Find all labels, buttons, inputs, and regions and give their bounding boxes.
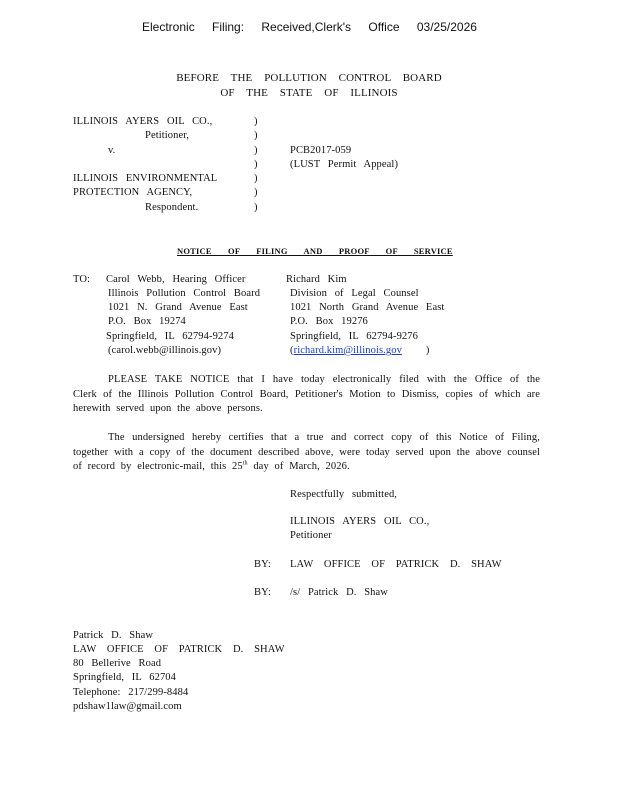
respondent-line2: PROTECTION AGENCY, — [73, 187, 193, 198]
attorney-email: pdshaw1law@gmail.com — [73, 701, 182, 712]
attorney-city: Springfield, IL 62704 — [73, 672, 176, 683]
recipient-email: (carol.webb@illinois.gov) — [108, 345, 222, 356]
recipient-city: Springfield, IL 62794-9274 — [106, 331, 234, 342]
recipient-email-line — [290, 345, 430, 356]
caption-paren: ) — [254, 130, 258, 141]
case-type: (LUST Permit Appeal) — [290, 159, 399, 170]
email-paren-open: ( — [290, 345, 294, 356]
caption-paren: ) — [254, 145, 258, 156]
electronic-signature: /s/ Patrick D. Shaw — [290, 587, 388, 598]
respondent-line1: ILLINOIS ENVIRONMENTAL — [73, 173, 218, 184]
by-label: BY: — [254, 587, 271, 598]
attorney-street: 80 Bellerive Road — [73, 658, 162, 669]
attorney-name: Patrick D. Shaw — [73, 630, 154, 641]
recipient-pobox: P.O. Box 19274 — [108, 316, 186, 327]
case-number: PCB2017-059 — [290, 145, 352, 156]
notice-paragraph-text: PLEASE TAKE NOTICE that I have today electronically filed with the Office of the Clerk of the Illinois Pollution Control Board, Petitioner's Motion to Dismiss, copies of which are herewith served upon the above persons. — [73, 374, 540, 414]
email-paren-close: ) — [425, 345, 430, 356]
certification-text-end: day of March, 2026. — [247, 461, 350, 472]
by-firm: LAW OFFICE OF PATRICK D. SHAW — [290, 559, 502, 570]
recipient-name: Carol Webb, Hearing Officer — [106, 274, 246, 285]
document-title: NOTICE OF FILING AND PROOF OF SERVICE — [177, 246, 453, 256]
filing-stamp — [142, 20, 477, 34]
stamp-part-received: Received,Clerk's — [261, 20, 352, 34]
caption-paren: ) — [254, 187, 258, 198]
recipient-org: Illinois Pollution Control Board — [108, 288, 261, 299]
certification-text: The undersigned hereby certifies that a true and correct copy of this Notice of Filing, together with a copy of the document described above, were today served upon the above counsel of record by electronic-mail, this 25 — [73, 432, 540, 472]
recipient-street: 1021 N. Grand Avenue East — [108, 302, 248, 313]
stamp-part-electronic: Electronic — [142, 20, 195, 34]
caption-paren: ) — [254, 159, 258, 170]
recipient-name: Richard Kim — [286, 274, 347, 285]
recipient-org: Division of Legal Counsel — [290, 288, 419, 299]
respondent-role: Respondent. — [145, 202, 199, 213]
caption-paren: ) — [254, 116, 258, 127]
recipient-pobox: P.O. Box 19276 — [290, 316, 368, 327]
closing: Respectfully submitted, — [290, 489, 398, 500]
board-heading-line1: BEFORE THE POLLUTION CONTROL BOARD — [176, 72, 442, 84]
recipient-city: Springfield, IL 62794-9276 — [290, 331, 418, 342]
versus: v. — [108, 145, 116, 156]
to-label: TO: — [73, 274, 91, 285]
attorney-phone: Telephone: 217/299-8484 — [73, 687, 189, 698]
stamp-part-office: Office — [368, 20, 400, 34]
petitioner-role: Petitioner, — [145, 130, 190, 141]
signatory-role: Petitioner — [290, 530, 332, 541]
attorney-firm: LAW OFFICE OF PATRICK D. SHAW — [73, 644, 285, 655]
email-link[interactable]: richard.kim@illinois.gov — [293, 345, 402, 356]
signatory-party: ILLINOIS AYERS OIL CO., — [290, 516, 430, 527]
stamp-date: 03/25/2026 — [416, 20, 477, 34]
petitioner-name: ILLINOIS AYERS OIL CO., — [73, 116, 213, 127]
by-label: BY: — [254, 559, 271, 570]
stamp-part-filing: Filing: — [212, 20, 245, 34]
caption-paren: ) — [254, 202, 258, 213]
board-heading-line2: OF THE STATE OF ILLINOIS — [220, 87, 398, 99]
ordinal-suffix: th — [242, 460, 248, 467]
recipient-street: 1021 North Grand Avenue East — [290, 302, 445, 313]
caption-paren: ) — [254, 173, 258, 184]
notice-paragraph — [73, 373, 540, 417]
certification-paragraph — [73, 431, 540, 475]
